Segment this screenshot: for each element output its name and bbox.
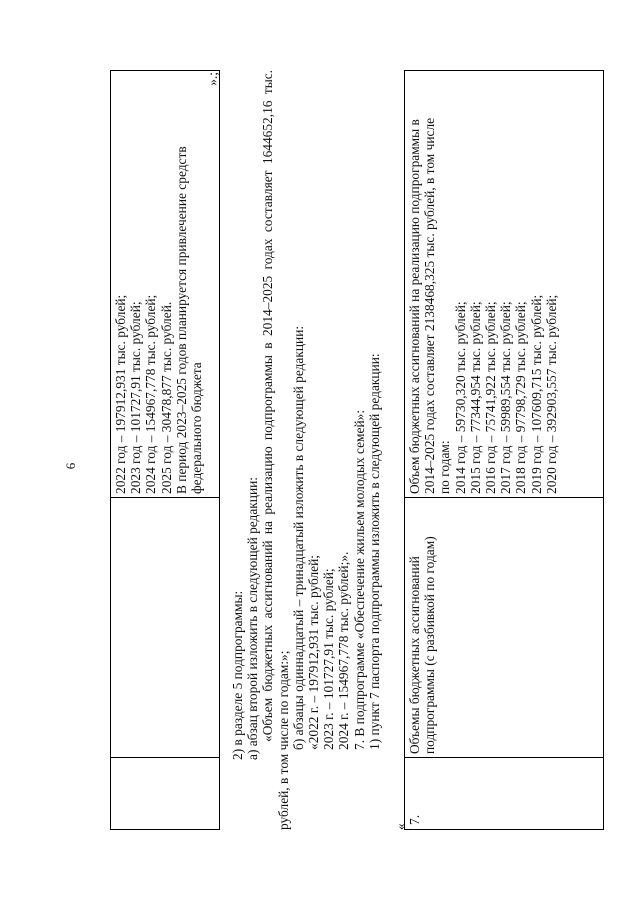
opening-quote: « — [393, 823, 408, 830]
body-text — [230, 70, 382, 830]
table-line: 2022 год – 197912,931 тыс. рублей; — [113, 294, 128, 494]
top-table — [110, 70, 220, 830]
content-line: 2017 год – 59989,554 тыс. рублей; — [498, 301, 514, 494]
content-line: 2015 год – 77344,954 тыс. рублей; — [467, 301, 483, 494]
top-table-label-cell — [111, 498, 219, 758]
content-line: по годам: — [437, 440, 453, 494]
table-line: 2023 год – 101727,91 тыс. рублей; — [128, 301, 144, 494]
paragraph: рублей, в том числе по годам:»; — [275, 650, 291, 830]
content-line: 2014–2025 годах составляет 2138468,325 тыс. рублей, в том числе — [422, 117, 438, 494]
paragraph: «Объем бюджетных ассигнований на реализацию подпрограммы в 2014–2025 годах составляет 1644652,16 тыс. — [260, 70, 276, 742]
paragraph: «2022 г. – 197912,931 тыс. рублей; — [306, 554, 322, 750]
row-label-cell — [405, 498, 603, 758]
paragraph: 1) пункт 7 паспорта подпрограммы изложить в следующей редакции: — [366, 353, 382, 750]
label-line: Объемы бюджетных ассигнований — [407, 556, 422, 754]
content-line: 2018 год – 97798,729 тыс. рублей; — [513, 301, 529, 494]
row-number: 7. — [407, 814, 422, 825]
bottom-table — [404, 70, 604, 830]
table-line: 2025 год – 30478,877 тыс. рублей. — [158, 301, 174, 494]
paragraph: б) абзацы одиннадцатый – тринадцатый изложить в следующей редакции: — [290, 325, 306, 750]
page-number: 6 — [63, 462, 78, 470]
paragraph: 2023 г. – 101727,91 тыс. рублей; — [321, 568, 337, 750]
row-content-cell — [405, 69, 603, 498]
top-table-number-cell — [111, 758, 219, 829]
content-line: 2019 год – 107609,715 тыс. рублей; — [528, 294, 544, 494]
row-number-cell — [405, 758, 603, 829]
table-line: В период 2023–2025 годов планируется привлечение средств — [173, 146, 189, 494]
table-line: федерального бюджета — [189, 362, 205, 494]
paragraph: 7. В подпрограмме «Обеспечение жильем молодых семей»: — [351, 409, 367, 750]
content-line: 2020 год – 392903,557 тыс. рублей; — [543, 294, 559, 494]
content-line: Объем бюджетных ассигнований на реализацию подпрограммы в — [407, 119, 422, 494]
paragraph: 2) в разделе 5 подпрограммы: — [230, 590, 245, 760]
rotated-page-content — [110, 50, 620, 830]
table-line: 2024 год – 154967,778 тыс. рублей; — [143, 294, 159, 494]
content-line: 2016 год – 75741,922 тыс. рублей; — [483, 301, 499, 494]
content-line: 2014 год – 59730,320 тыс. рублей; — [452, 301, 468, 494]
label-line: подпрограммы (с разбивкой по годам) — [422, 536, 438, 754]
paragraph: 2024 г. – 154967,778 тыс. рублей;». — [336, 551, 352, 750]
top-table-content-cell — [111, 69, 219, 498]
closing-quote: ».; — [205, 72, 220, 86]
paragraph: а) абзац второй изложить в следующей редакции: — [245, 476, 261, 760]
